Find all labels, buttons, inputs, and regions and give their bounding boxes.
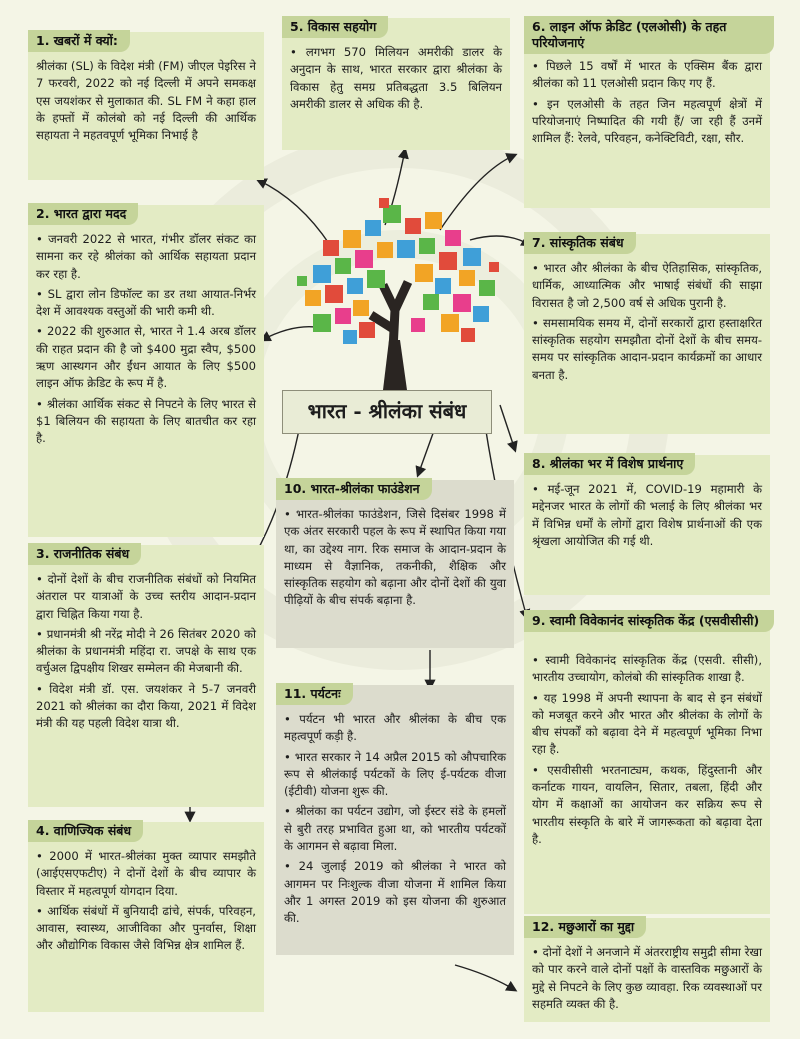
panel-heading: 6. लाइन ऑफ क्रेडिट (एलओसी) के तहत परियोजनाएं: [524, 16, 774, 54]
bullet-text: • पिछले 15 वर्षों में भारत के एक्सिम बैंक द्वारा श्रीलंका को 11 एलओसी प्रदान किए गए हैं.: [532, 58, 762, 93]
panel-commercial: [28, 822, 264, 1012]
panel-development: [282, 18, 510, 150]
panel-heading: 1. खबरों में क्यों:: [28, 30, 130, 52]
panel-heading: 4. वाणिज्यिक संबंध: [28, 820, 143, 842]
bullet-text: • आर्थिक संबंधों में बुनियादी ढांचे, संपर्क, परिवहन, आवास, स्वास्थ्य, आजीविका और पुनर्वास, शिक्षा और औद्योगिक विकास जैसे विभिन्न क्षेत्र शामिल हैं.: [36, 903, 256, 955]
bullet-text: • 2000 में भारत-श्रीलंका मुक्त व्यापार समझौते (आईएसएफटीए) ने दोनों देशों के बीच व्यापार के विस्तार में महत्वपूर्ण योगदान दिया.: [36, 848, 256, 900]
bullet-text: • लगभग 570 मिलियन अमरीकी डालर के अनुदान के साथ, भारत सरकार द्वारा श्रीलंका के विकास हेतु समग्र प्रतिबद्धता 3.5 बिलियन अमरीकी डालर से अधिक की है.: [290, 44, 502, 113]
panel-loc-projects: [524, 18, 770, 208]
panel-heading: 9. स्वामी विवेकानंद सांस्कृतिक केंद्र (एसवीसीसी): [524, 610, 774, 632]
tree-illustration: [283, 190, 513, 390]
panel-heading: 11. पर्यटनः: [276, 683, 353, 705]
bullet-text: • भारत सरकार ने 14 अप्रैल 2015 को औपचारिक रूप से श्रीलंकाई पर्यटकों के लिए ई-पर्यटक वीजा (ईटीवी) योजना शुरू की.: [284, 749, 506, 801]
bullet-text: • विदेश मंत्री डॉ. एस. जयशंकर ने 5-7 जनवरी 2021 को श्रीलंका का दौरा किया, 2021 में विदेश मंत्री की यह पहली विदेश यात्रा थी.: [36, 681, 256, 733]
bullet-text: • यह 1998 में अपनी स्थापना के बाद से इन संबंधों को मजबूत करने और भारत और श्रीलंका के लोगों के बीच संपर्कों को बढ़ावा देने में महत्वपूर्ण भूमिका निभा रहा है.: [532, 690, 762, 759]
panel-body: [290, 44, 502, 113]
panel-body: [36, 58, 256, 144]
panel-body: [532, 481, 762, 550]
bullet-text: • जनवरी 2022 से भारत, गंभीर डॉलर संकट का सामना कर रहे श्रीलंका को आर्थिक सहायता प्रदान कर रहा है.: [36, 231, 256, 283]
bullet-text: • समसामयिक समय में, दोनों सरकारों द्वारा हस्ताक्षरित सांस्कृतिक सहयोग समझौता दोनों देशों के बीच समय-समय पर सांस्कृतिक आदान-प्रदान कार्यक्रमों का आधार बनता है.: [532, 315, 762, 384]
panel-body: [284, 506, 506, 610]
panel-body: [284, 711, 506, 928]
bullet-text: • एसवीसीसी भरतनाट्यम, कथक, हिंदुस्तानी और कर्नाटक गायन, वायलिन, सितार, तबला, हिंदी और योग में कक्षाओं का आयोजन कर सक्रिय रूप से भारतीय संस्कृति के बारे में जागरूकता को बढ़ावा देता है.: [532, 762, 762, 848]
bullet-text: • 2022 की शुरुआत से, भारत ने 1.4 अरब डॉलर की राहत प्रदान की है जो $400 मुद्रा स्वैप, $500 ऋण आस्थगन और ईंधन आयात के लिए $500 लाइन ऑफ क्रेडिट के रूप में है.: [36, 323, 256, 392]
panel-heading: 7. सांस्कृतिक संबंध: [524, 232, 636, 254]
bullet-text: • 24 जुलाई 2019 को श्रीलंका ने भारत को आगमन पर निःशुल्क वीजा योजना में शामिल किया और 1 अगस्त 2019 को इस योजना की शुरुआत की.: [284, 858, 506, 927]
bullet-text: • भारत और श्रीलंका के बीच ऐतिहासिक, सांस्कृतिक, धार्मिक, आध्यात्मिक और भाषाई संबंधों की साझा विरासत है जो 2,500 वर्ष से अधिक पुरानी है.: [532, 260, 762, 312]
bullet-text: • मई-जून 2021 में, COVID-19 महामारी के मद्देनजर भारत के लोगों की भलाई के लिए श्रीलंका भर में विभिन्न धर्मों के लोगों द्वारा विशेष प्रार्थनाओं की एक श्रृंखला आयोजित की गई थी.: [532, 481, 762, 550]
bullet-text: • इन एलओसी के तहत जिन महत्वपूर्ण क्षेत्रों में परियोजनाएं निष्पादित की गयी हैं/ जा रही हैं उनमें शामिल हैं: रेलवे, परिवहन, कनेक्टिविटी, रक्षा, सौर.: [532, 96, 762, 148]
panel-heading: 2. भारत द्वारा मदद: [28, 203, 138, 225]
panel-body: [532, 58, 762, 147]
bullet-text: • SL द्वारा लोन डिफॉल्ट का डर तथा आयात-निर्भर देश में आवश्यक वस्तुओं की भारी कमी थी.: [36, 286, 256, 321]
bullet-text: • भारत-श्रीलंका फाउंडेशन, जिसे दिसंबर 1998 में एक अंतर सरकारी पहल के रूप में स्थापित किया गया था, का उद्देश्य नाग. रिक समाज के आदान-प्रदान के माध्यम से वैज्ञानिक, तकनीकी, शैक्षिक और सांस्कृतिक सहयोग को बढ़ाना और दोनों देशों की युवा पीढ़ियों के बीच संपर्क बढ़ाना है.: [284, 506, 506, 610]
panel-body: [36, 848, 256, 955]
panel-text: श्रीलंका (SL) के विदेश मंत्री (FM) जीएल पेइरिस ने 7 फरवरी, 2022 को नई दिल्ली में अपने समकक्ष एस जयशंकर से मुलाकात की. SL FM ने कहा हाल के हफ्तों में कोलंबो को नई दिल्ली की आर्थिक सहायता ने महतवपूर्ण भूमिका निभाई है: [36, 59, 256, 143]
panel-body: [36, 571, 256, 733]
bullet-text: • श्रीलंका का पर्यटन उद्योग, जो ईस्टर संडे के हमलों से बुरी तरह प्रभावित हुआ था, को भारतीय पर्यटकों के आगमन से बढ़ावा मिला.: [284, 803, 506, 855]
panel-fishermen: [524, 918, 770, 1022]
panel-prayers: [524, 455, 770, 595]
panel-foundation: [276, 480, 514, 648]
panel-tourism: [276, 685, 514, 955]
bullet-text: • प्रधानमंत्री श्री नरेंद्र मोदी ने 26 सितंबर 2020 को श्रीलंका के प्रधानमंत्री महिंदा रा. जपक्षे के साथ एक वर्चुअल द्विपक्षीय शिखर सम्मेलन की मेजबानी की.: [36, 626, 256, 678]
bullet-text: • श्रीलंका आर्थिक संकट से निपटने के लिए भारत से $1 बिलियन की सहायता के लिए बातचीत कर रहा है.: [36, 396, 256, 448]
bullet-text: • स्वामी विवेकानंद सांस्कृतिक केंद्र (एसवी. सीसी), भारतीय उच्चायोग, कोलंबो की सांस्कृतिक शाखा है.: [532, 652, 762, 687]
panel-svcc: [524, 612, 770, 914]
bullet-text: • दोनों देशों के बीच राजनीतिक संबंधों को नियमित अंतराल पर यात्राओं के उच्च स्तरीय आदान-प्रदान द्वारा चिह्नित किया गया है.: [36, 571, 256, 623]
panel-political: [28, 545, 264, 807]
panel-heading: 12. मछुआरों का मुद्दा: [524, 916, 646, 938]
panel-body: [532, 944, 762, 1013]
main-title: भारत - श्रीलंका संबंध: [282, 390, 492, 434]
panel-heading: 10. भारत-श्रीलंका फाउंडेशन: [276, 478, 432, 500]
panel-news: [28, 32, 264, 180]
panel-heading: 3. राजनीतिक संबंध: [28, 543, 141, 565]
panel-india-help: [28, 205, 264, 537]
panel-heading: 8. श्रीलंका भर में विशेष प्रार्थनाए: [524, 453, 695, 475]
panel-body: [532, 260, 762, 384]
bullet-text: • दोनों देशों ने अनजाने में अंतरराष्ट्रीय समुद्री सीमा रेखा को पार करने वाले दोनों पक्षों के वास्तविक मछुआरों के मुद्दे से निपटने के लिए कुछ व्यावहा. रिक व्यवस्थाओं पर सहमति व्यक्त की है.: [532, 944, 762, 1013]
panel-body: [36, 231, 256, 448]
panel-body: [532, 652, 762, 848]
bullet-text: • पर्यटन भी भारत और श्रीलंका के बीच एक महत्वपूर्ण कड़ी है.: [284, 711, 506, 746]
panel-heading: 5. विकास सहयोग: [282, 16, 388, 38]
panel-cultural: [524, 234, 770, 434]
